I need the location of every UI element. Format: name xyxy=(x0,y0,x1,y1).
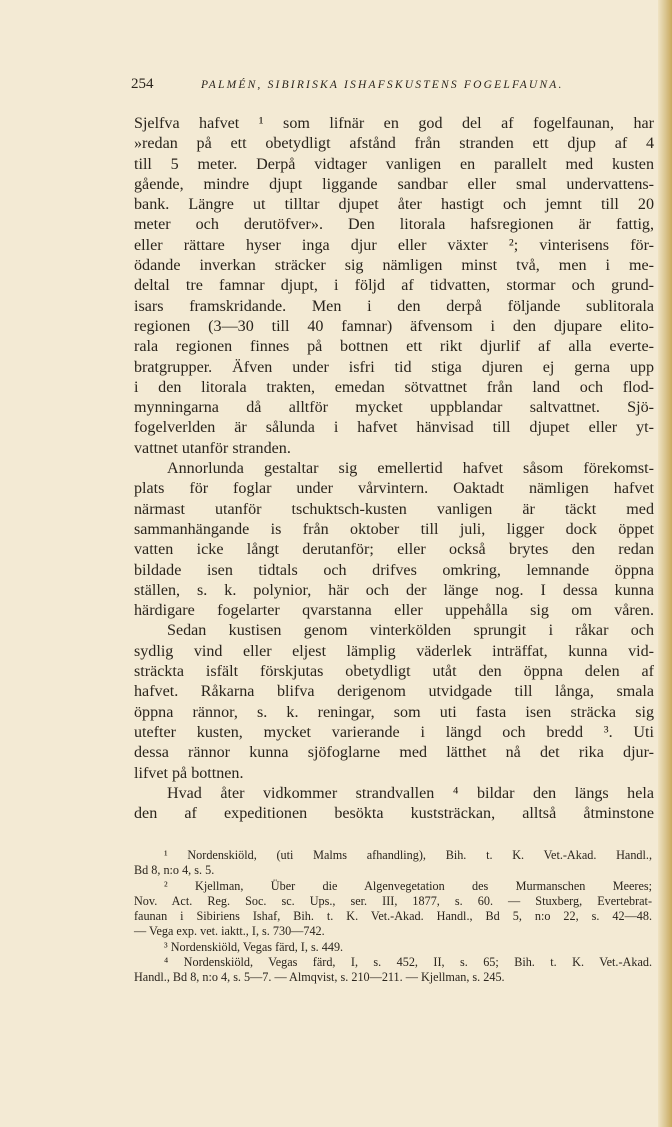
text-line: närmast utanför tschuktsch-kusten vanligen är täckt med xyxy=(134,500,654,518)
text-line: utefter kusten, mycket varierande i längd och bredd ³. Uti xyxy=(134,723,654,741)
text-line: ställen, s. k. polynior, här och der länge nog. I dessa kunna xyxy=(134,581,654,599)
text-line: hafvet. Råkarna blifva derigenom utvidgade till långa, smala xyxy=(134,683,654,701)
text-line: Sedan kustisen genom vinterkölden sprungit i råkar och xyxy=(167,622,654,640)
text-line: isars framskridande. Men i den derpå följande sublitorala xyxy=(134,297,654,315)
text-line: regionen (3—30 till 40 famnar) äfvensom i den djupare elito- xyxy=(134,317,654,335)
footnote-line: ¹ Nordenskiöld, (uti Malms afhandling), Bih. t. K. Vet.-Akad. Handl., xyxy=(164,848,652,862)
footnote-line: — Vega exp. vet. iaktt., I, s. 730—742. xyxy=(134,924,325,939)
text-line: vatten icke långt derutanför; eller också brytes den redan xyxy=(134,541,654,559)
text-line: meter och derutöfver». Den litorala hafsregionen är fattig, xyxy=(134,216,654,234)
text-line: ödande inverkan sträcker sig nämligen minst två, men i me- xyxy=(134,257,654,275)
text-line: lifvet på bottnen. xyxy=(134,764,244,782)
text-line: bildade isen tidtals och drifves omkring, lemnande öppna xyxy=(134,561,654,579)
page-edge xyxy=(658,0,672,1127)
footnote-line: Handl., Bd 8, n:o 4, s. 5—7. — Almqvist, s. 210—211. — Kjellman, s. 245. xyxy=(134,970,505,985)
text-line: den af expeditionen besökta kuststräckan, alltså åtminstone xyxy=(134,805,654,823)
footnote-line: Nov. Act. Reg. Soc. sc. Ups., ser. III, 1877, s. 60. — Stuxberg, Evertebrat- xyxy=(134,893,652,908)
text-line: gående, mindre djupt liggande sandbar eller smal undervattens- xyxy=(134,175,654,193)
text-line: deltal tre famnar djupt, i följd af tidvatten, stormar och grund- xyxy=(134,277,654,295)
text-line: bank. Längre ut tilltar djupet åter hastigt och jemnt till 20 xyxy=(134,196,654,214)
body-text xyxy=(134,114,654,824)
footnote-line: ² Kjellman, Über die Algenvegetation des Murmanschen Meeres; xyxy=(164,878,652,893)
text-line: härdigare fogelarter qvarstanna eller uppehålla sig om våren. xyxy=(134,602,654,620)
text-line: i den litorala trakten, emedan sötvattnet från land och flod- xyxy=(134,378,654,396)
text-line: sträckta isfält förskjutas obetydligt utåt den öppna delen af xyxy=(134,663,654,681)
footnote-line: ⁴ Nordenskiöld, Vegas färd, I, s. 452, II, s. 65; Bih. t. K. Vet.-Akad. xyxy=(164,955,652,970)
text-line: Sjelfva hafvet ¹ som lifnär en god del af fogelfaunan, har xyxy=(134,115,654,132)
page-number: 254 xyxy=(131,76,154,92)
text-line: plats för foglar under vårvintern. Oaktadt nämligen hafvet xyxy=(134,480,654,498)
footnote-line: faunan i Sibiriens Ishaf, Bih. t. K. Vet.-Akad. Handl., Bd 5, n:o 22, s. 42—48. xyxy=(134,909,652,924)
text-line: eller rättare hyser inga djur eller växter ²; vinterisens för- xyxy=(134,236,654,254)
text-line: bratgrupper. Äfven under isfri tid stiga djuren ej gerna upp xyxy=(134,358,654,376)
footnote-line: Bd 8, n:o 4, s. 5. xyxy=(134,863,215,878)
text-line: öppna rännor, s. k. reningar, som uti fasta isen sträcka sig xyxy=(134,703,654,721)
text-line: sydlig vind eller eljest lämplig väderlek inträffat, kunna vid- xyxy=(134,642,654,660)
text-line: dessa rännor kunna sjöfoglarne med lätthet nå det rika djur- xyxy=(134,744,654,762)
text-line: rala regionen finnes på bottnen ett rikt djurlif af alla everte- xyxy=(134,338,654,356)
text-line: Annorlunda gestaltar sig emellertid hafvet såsom förekomst- xyxy=(167,460,654,478)
text-line: till 5 meter. Derpå vidtager vanligen en parallelt med kusten xyxy=(134,155,654,173)
text-line: »redan på ett obetydligt afstånd från stranden ett djup af 4 xyxy=(134,135,654,153)
footnotes xyxy=(134,848,652,986)
footnote-line: ³ Nordenskiöld, Vegas färd, I, s. 449. xyxy=(164,939,344,954)
page-header xyxy=(131,76,654,98)
text-line: Hvad åter vidkommer strandvallen ⁴ bildar den längs hela xyxy=(167,784,654,802)
text-line: fogelverlden är sålunda i hafvet hänvisad till djupet eller yt- xyxy=(134,419,654,437)
text-line: vattnet utanför stranden. xyxy=(134,439,291,457)
text-line: sammanhängande is från oktober till juli, ligger dock öppet xyxy=(134,520,654,538)
text-line: mynningarna då alltför mycket uppblandar saltvattnet. Sjö- xyxy=(134,399,654,417)
running-head: PALMÉN, SIBIRISKA ISHAFSKUSTENS FOGELFAUNA. xyxy=(201,79,564,91)
